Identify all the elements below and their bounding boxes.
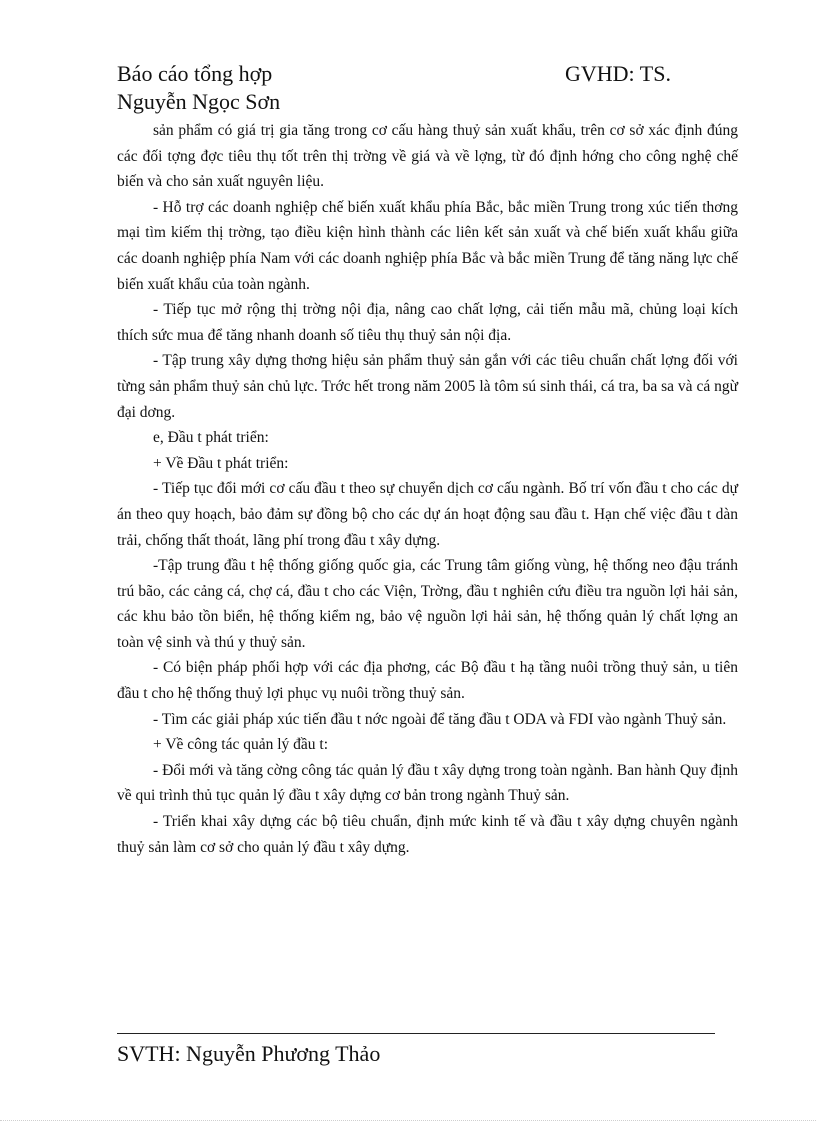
paragraph: - Tập trung xây dựng thơng hiệu sản phẩm thuỷ sản gắn với các tiêu chuẩn chất lợng đối với từng sản phẩm thuỷ sản chủ lực. Trớc hết trong năm 2005 là tôm sú sinh thái, cá tra, ba sa và cá ngừ đại dơng. [117, 352, 738, 421]
paragraph: - Hỗ trợ các doanh nghiệp chế biến xuất khẩu phía Bắc, bắc miền Trung trong xúc tiến thơng mại tìm kiếm thị trờng, tạo điều kiện hình thành các liên kết sản xuất và chế biến xuất khẩu giữa các doanh nghiệp phía Nam với các doanh nghiệp phía Bắc và bắc miền Trung để tăng năng lực chế biến xuất khẩu của toàn ngành. [117, 198, 738, 293]
footer-divider [117, 1033, 715, 1034]
section-heading: e, Đầu t phát triển: [153, 429, 269, 447]
paragraph: -Tập trung đầu t hệ thống giống quốc gia, các Trung tâm giống vùng, hệ thống neo đậu tránh trú bão, các cảng cá, chợ cá, đầu t cho các Viện, Trờng, đầu t nghiên cứu điều tra nguồn lợi hải sản, các khu bảo tồn biển, hệ thống kiểm ng, bảo vệ nguồn lợi hải sản, hệ thống quản lý chất lợng an toàn vệ sinh và thú y thuỷ sản. [117, 557, 738, 651]
page-header [117, 60, 717, 116]
page-edge-divider [0, 1120, 816, 1121]
paragraph: - Có biện pháp phối hợp với các địa phơng, các Bộ đầu t hạ tầng nuôi trồng thuỷ sản, u tiên đầu t cho hệ thống thuỷ lợi phục vụ nuôi trồng thuỷ sản. [117, 659, 738, 703]
paragraph: - Triển khai xây dựng các bộ tiêu chuẩn, định mức kinh tế và đầu t xây dựng chuyên ngành thuỷ sản làm cơ sở cho quản lý đầu t xây dựng. [117, 813, 738, 856]
document-body [117, 118, 738, 860]
paragraph: - Tiếp tục mở rộng thị trờng nội địa, nâng cao chất lợng, cải tiến mẫu mã, chủng loại kích thích sức mua để tăng nhanh doanh số tiêu thụ thuỷ sản nội địa. [117, 301, 738, 344]
paragraph: - Đổi mới và tăng cờng công tác quản lý đầu t xây dựng trong toàn ngành. Ban hành Quy định về qui trình thủ tục quản lý đầu t xây dựng cơ bản trong ngành Thuỷ sản. [117, 761, 738, 805]
subsection-heading: + Về công tác quản lý đầu t: [153, 736, 329, 754]
supervisor-name: Nguyễn Ngọc Sơn [117, 89, 281, 114]
paragraph: sản phẩm có giá trị gia tăng trong cơ cấu hàng thuỷ sản xuất khẩu, trên cơ sở xác định đúng các đối tợng đợc tiêu thụ tốt trên thị trờng về giá và về lợng, từ đó định hớng cho công nghệ chế biến và cho sản xuất nguyên liệu. [117, 122, 738, 191]
supervisor-label: GVHD: TS. [565, 61, 671, 86]
subsection-heading: + Về Đầu t phát triển: [153, 454, 289, 472]
student-name: SVTH: Nguyễn Phương Thảo [117, 1041, 381, 1066]
paragraph: - Tìm các giải pháp xúc tiến đầu t nớc ngoài để tăng đầu t ODA và FDI vào ngành Thuỷ sản. [153, 710, 727, 728]
paragraph: - Tiếp tục đổi mới cơ cấu đầu t theo sự chuyển dịch cơ cấu ngành. Bố trí vốn đầu t cho các dự án theo quy hoạch, bảo đảm sự đồng bộ cho các dự án hoạt động sau đầu t. Hạn chế việc đầu t dàn trải, chống thất thoát, lãng phí trong đầu t xây dựng. [117, 480, 738, 549]
report-title: Báo cáo tổng hợp [117, 61, 273, 86]
